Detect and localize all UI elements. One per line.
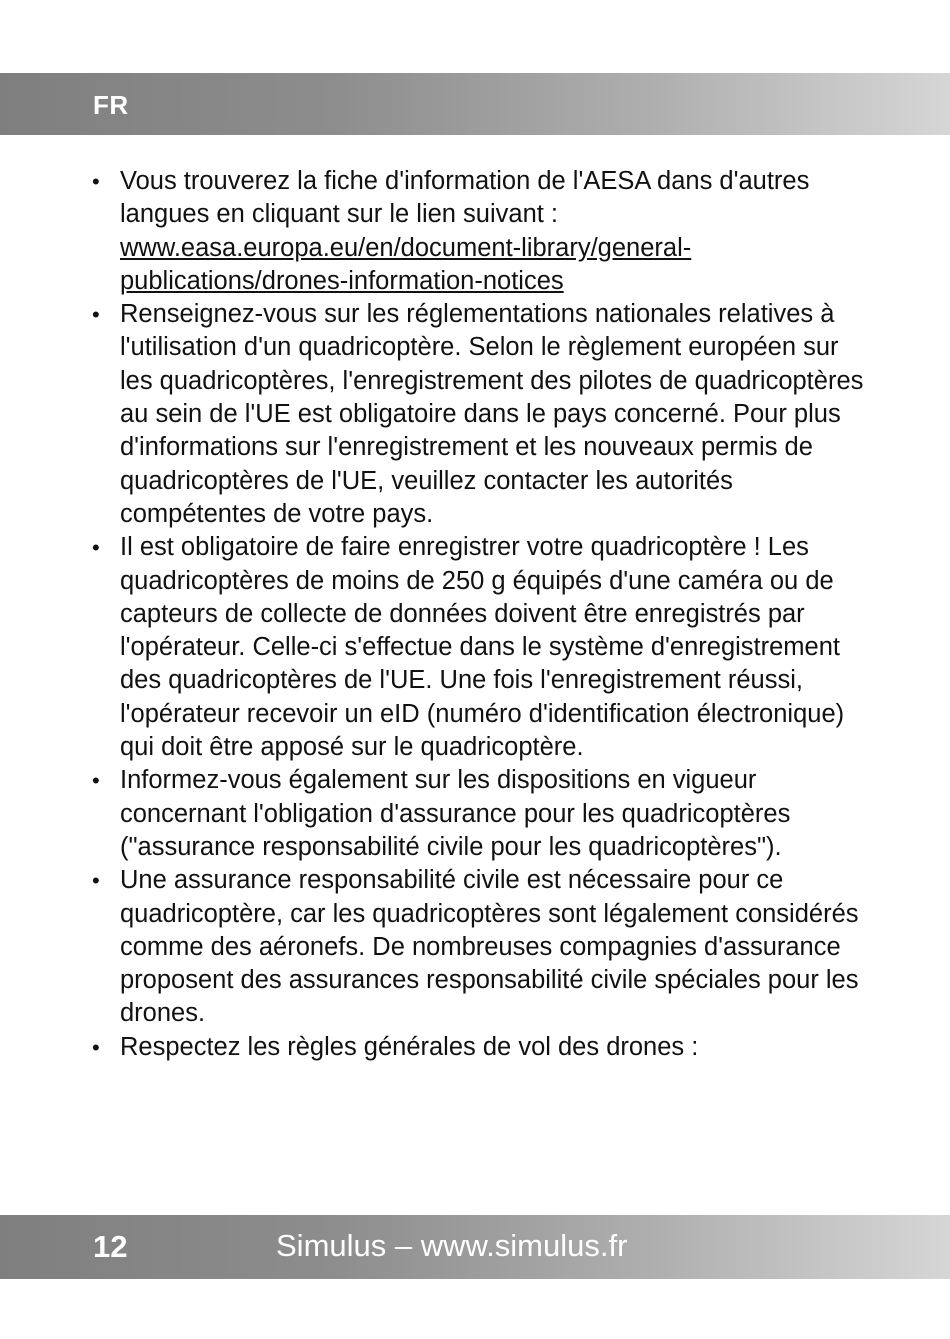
- bullet-icon: •: [92, 169, 100, 194]
- list-item: [88, 864, 868, 1030]
- list-item-text: Il est obligatoire de faire enregistrer votre quadricoptère ! Les quadricoptères de moins de 250 g équipés d'une caméra ou de capteurs de collecte de données doivent être enregistrés par l'opérateur. Celle-ci s'effectue dans le système d'enregistrement des quadricoptères de l'UE. Une fois l'enregistrement réussi, l'opérateur recevoir un eID (numéro d'identification électronique) qui doit être apposé sur le quadricoptère.: [120, 533, 845, 762]
- bullet-icon: •: [92, 868, 100, 894]
- bullet-icon: •: [92, 1034, 100, 1060]
- bullet-list: [88, 165, 868, 1064]
- header-bar: [0, 73, 950, 135]
- list-item-text: Une assurance responsabilité civile est nécessaire pour ce quadricoptère, car les quadricoptères sont légalement considérés comme des aéronefs. De nombreuses compagnies d'assurance proposent des assurances responsabilité civile spéciales pour les drones.: [120, 866, 859, 1028]
- easa-link[interactable]: www.easa.europa.eu/en/document-library/general-publications/drones-information-notices: [120, 233, 692, 295]
- list-item: [88, 165, 868, 298]
- footer-bar: [0, 1215, 950, 1279]
- footer-brand: Simulus – www.simulus.fr: [276, 1228, 628, 1263]
- list-item-text: Vous trouverez la fiche d'information de l'AESA dans d'autres langues en cliquant sur le lien suivant :: [120, 167, 810, 229]
- list-item: [88, 1031, 868, 1064]
- bullet-icon: •: [92, 768, 100, 794]
- bullet-icon: •: [92, 535, 100, 561]
- list-item: [88, 298, 868, 531]
- language-label: FR: [93, 90, 129, 120]
- main-content: [88, 165, 868, 1064]
- list-item: [88, 531, 868, 764]
- list-item-text: Informez-vous également sur les dispositions en vigueur concernant l'obligation d'assurance pour les quadricoptères ("assurance responsabilité civile pour les quadricoptères").: [120, 766, 791, 861]
- list-item-text: Respectez les règles générales de vol des drones :: [120, 1032, 699, 1061]
- list-item-text: Renseignez-vous sur les réglementations nationales relatives à l'utilisation d'un quadricoptère. Selon le règlement européen sur les quadricoptères, l'enregistrement des pilotes de quadricoptères au sein de l'UE est obligatoire dans le pays concerné. Pour plus d'informations sur l'enregistrement et les nouveaux permis de quadricoptères de l'UE, veuillez contacter les autorités compétentes de votre pays.: [120, 300, 864, 528]
- page-number: 12: [93, 1229, 128, 1264]
- bullet-icon: •: [92, 302, 100, 328]
- list-item: [88, 764, 868, 864]
